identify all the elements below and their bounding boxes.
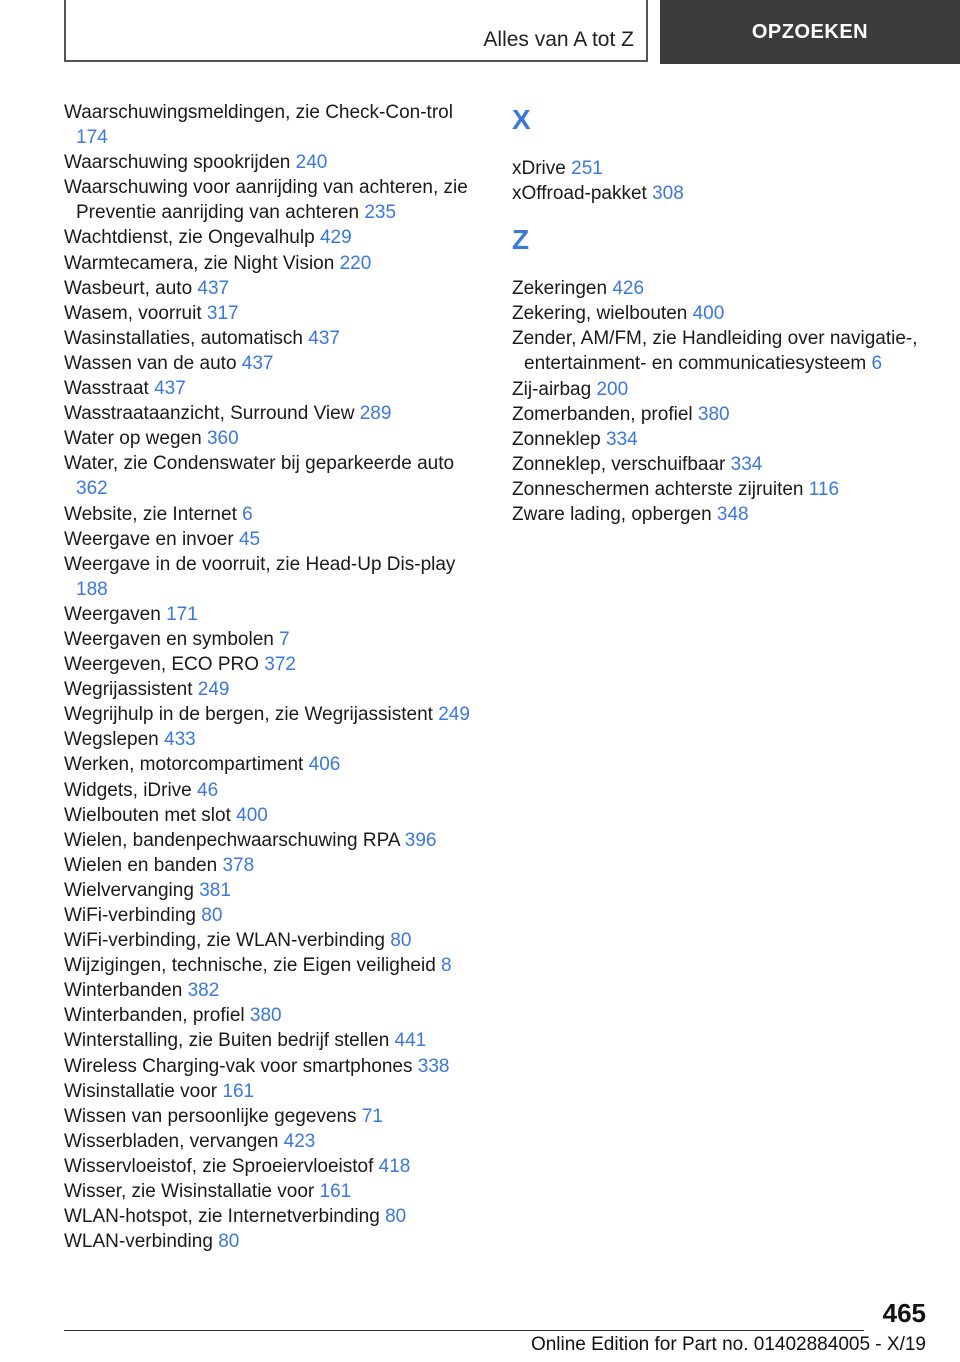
page-reference-link[interactable]: 362 bbox=[76, 478, 108, 500]
entry-text: Waarschuwingsmeldingen, zie Check-Con-trol bbox=[64, 102, 453, 123]
page-reference-link[interactable]: 334 bbox=[730, 453, 763, 475]
page-reference-link[interactable]: 433 bbox=[164, 729, 196, 751]
index-entry bbox=[64, 602, 484, 627]
index-entry bbox=[512, 276, 932, 301]
page-reference-link[interactable]: 249 bbox=[438, 704, 470, 726]
page-reference-link[interactable]: 171 bbox=[166, 603, 198, 625]
page-number: 465 bbox=[882, 1298, 926, 1328]
index-entry bbox=[64, 251, 484, 276]
entry-text: Wegrijassistent bbox=[64, 679, 193, 701]
page-reference-link[interactable]: 45 bbox=[238, 528, 261, 550]
index-entry bbox=[64, 903, 484, 928]
entry-text: Wijzigingen, technische, zie Eigen veiligheid bbox=[64, 955, 436, 977]
edition-footer: Online Edition for Part no. 01402884005 - X/19 bbox=[530, 1334, 926, 1355]
section-letter-z: Z bbox=[512, 224, 530, 256]
opzoeken-tab[interactable] bbox=[660, 0, 960, 64]
page-reference-link[interactable]: 308 bbox=[652, 183, 684, 205]
page-reference-link[interactable]: 334 bbox=[606, 428, 638, 450]
index-entry bbox=[64, 1003, 484, 1028]
entry-text: Wisser, zie Wisinstallatie voor bbox=[64, 1181, 315, 1203]
index-entry bbox=[512, 156, 932, 181]
entry-text: Website, zie Internet bbox=[64, 503, 237, 525]
index-entry bbox=[64, 552, 484, 602]
entry-text: Weergave in de voorruit, zie Head-Up Dis-play bbox=[64, 553, 456, 575]
index-column-right bbox=[512, 100, 932, 527]
index-entry bbox=[64, 677, 484, 702]
index-entry bbox=[64, 527, 484, 552]
entry-text: Wisservloeistof, zie Sproeiervloeistof bbox=[64, 1155, 374, 1177]
section-title: Alles van A tot Z bbox=[483, 28, 634, 51]
page-reference-link[interactable]: 418 bbox=[378, 1155, 411, 1177]
index-entry bbox=[64, 828, 484, 853]
index-entry bbox=[64, 225, 484, 250]
page-reference-link[interactable]: 289 bbox=[359, 403, 392, 425]
entry-text: Zij-airbag bbox=[512, 378, 592, 400]
page-reference-link[interactable]: 381 bbox=[199, 879, 231, 901]
entry-text: Widgets, iDrive bbox=[64, 779, 192, 801]
entry-text: Wielbouten met slot bbox=[64, 804, 231, 826]
page-reference-link[interactable]: 396 bbox=[404, 829, 437, 851]
page-reference-link[interactable]: 116 bbox=[808, 478, 840, 500]
page-reference-link[interactable]: 80 bbox=[385, 1206, 407, 1228]
entry-text: Waarschuwing spookrijden bbox=[64, 152, 291, 174]
entry-text: Zender, AM/FM, zie Handleiding over navigatie-, entertainment- en communicatiesysteem bbox=[512, 328, 918, 375]
index-entry bbox=[64, 1129, 484, 1154]
index-entry bbox=[64, 502, 484, 527]
index-entry bbox=[512, 452, 932, 477]
entry-text: Wielen en banden bbox=[64, 854, 218, 876]
page-reference-link[interactable]: 338 bbox=[417, 1055, 450, 1077]
index-entry bbox=[64, 1204, 484, 1229]
page-reference-link[interactable]: 380 bbox=[249, 1005, 282, 1027]
entry-text: Weergaven bbox=[64, 603, 161, 625]
page-reference-link[interactable]: 429 bbox=[319, 227, 352, 249]
entry-text: Wasinstallaties, automatisch bbox=[64, 327, 304, 349]
index-entry bbox=[64, 1028, 484, 1053]
entry-text: Wegslepen bbox=[64, 729, 159, 751]
index-entry bbox=[64, 803, 484, 828]
entry-text: Weergeven, ECO PRO bbox=[64, 654, 260, 676]
entry-text: Zekering, wielbouten bbox=[512, 303, 688, 325]
entry-text: Wasstraat bbox=[64, 378, 149, 400]
index-entry bbox=[64, 1179, 484, 1204]
z-entries bbox=[512, 276, 932, 527]
index-entry bbox=[64, 878, 484, 903]
page-reference-link[interactable]: 240 bbox=[295, 152, 328, 174]
page-reference-link[interactable]: 6 bbox=[242, 503, 253, 525]
index-entry bbox=[64, 727, 484, 752]
index-entry bbox=[64, 175, 484, 225]
entry-text: WLAN-verbinding bbox=[64, 1231, 213, 1253]
index-entry bbox=[64, 326, 484, 351]
page-reference-link[interactable]: 7 bbox=[279, 628, 290, 650]
index-entry bbox=[512, 477, 932, 502]
entry-text: Wisinstallatie voor bbox=[64, 1080, 218, 1102]
index-entry bbox=[64, 778, 484, 803]
page-reference-link[interactable]: 8 bbox=[441, 955, 452, 977]
x-entries bbox=[512, 156, 932, 206]
index-entry bbox=[512, 377, 932, 402]
entry-text: Wisserbladen, vervangen bbox=[64, 1130, 279, 1152]
entry-text: Wasstraataanzicht, Surround View bbox=[64, 403, 355, 425]
index-entry bbox=[64, 100, 484, 150]
page-reference-link[interactable]: 437 bbox=[308, 327, 340, 349]
index-entry bbox=[64, 1054, 484, 1079]
entry-text: WiFi-verbinding bbox=[64, 905, 196, 926]
entry-text: Wassen van de auto bbox=[64, 352, 237, 374]
index-entry bbox=[64, 426, 484, 451]
index-entry bbox=[64, 276, 484, 301]
index-entry bbox=[64, 1229, 484, 1254]
page-reference-link[interactable]: 251 bbox=[571, 158, 603, 179]
entry-text: Wasbeurt, auto bbox=[64, 277, 193, 299]
index-column-left bbox=[64, 100, 484, 1254]
entry-text: Weergave en invoer bbox=[64, 528, 234, 550]
entry-text: Wireless Charging-vak voor smartphones bbox=[64, 1055, 413, 1077]
index-entry bbox=[64, 652, 484, 677]
page-reference-link[interactable]: 400 bbox=[236, 804, 268, 826]
index-entry bbox=[64, 301, 484, 326]
entry-text: Zomerbanden, profiel bbox=[512, 403, 693, 425]
entry-text: xOffroad-pakket bbox=[512, 183, 647, 205]
page-reference-link[interactable]: 220 bbox=[339, 252, 372, 274]
page-reference-link[interactable]: 235 bbox=[364, 202, 397, 224]
page-reference-link[interactable]: 382 bbox=[187, 980, 220, 1002]
tab-label: OPZOEKEN bbox=[751, 20, 869, 43]
page-reference-link[interactable]: 360 bbox=[206, 428, 239, 450]
entry-text: Wachtdienst, zie Ongevalhulp bbox=[64, 227, 315, 249]
page-reference-link[interactable]: 46 bbox=[197, 779, 219, 801]
index-entry bbox=[64, 150, 484, 175]
footer-divider bbox=[64, 1330, 864, 1331]
entry-text: Wegrijhulp in de bergen, zie Wegrijassistent bbox=[64, 704, 433, 726]
page-reference-link[interactable]: 80 bbox=[390, 930, 412, 952]
index-entry bbox=[512, 427, 932, 452]
page-reference-link[interactable]: 174 bbox=[76, 127, 108, 149]
page-reference-link[interactable]: 400 bbox=[692, 303, 725, 325]
index-entry bbox=[64, 376, 484, 401]
index-entry bbox=[64, 451, 484, 501]
index-entry bbox=[64, 401, 484, 426]
entry-text: Wasem, voorruit bbox=[64, 302, 202, 324]
page-reference-link[interactable]: 80 bbox=[218, 1231, 240, 1253]
entry-text: Wielvervanging bbox=[64, 879, 194, 901]
page-reference-link[interactable]: 423 bbox=[283, 1130, 316, 1152]
page-reference-link[interactable]: 437 bbox=[154, 378, 186, 400]
index-entry bbox=[64, 1079, 484, 1104]
page-reference-link[interactable]: 441 bbox=[394, 1030, 427, 1052]
entry-text: Wissen van persoonlijke gegevens bbox=[64, 1105, 357, 1127]
page-reference-link[interactable]: 348 bbox=[716, 504, 749, 526]
entry-text: Zonneschermen achterste zijruiten bbox=[512, 478, 804, 500]
page-reference-link[interactable]: 249 bbox=[197, 679, 230, 701]
entry-text: xDrive bbox=[512, 158, 566, 179]
entry-text: Waarschuwing voor aanrijding van achteren, zie Preventie aanrijding van achteren bbox=[64, 177, 468, 224]
page-reference-link[interactable]: 372 bbox=[264, 654, 296, 676]
index-entry bbox=[512, 326, 932, 376]
entry-text: Winterbanden bbox=[64, 980, 183, 1002]
page-reference-link[interactable]: 437 bbox=[197, 277, 230, 299]
page-reference-link[interactable]: 6 bbox=[871, 353, 883, 375]
index-entry bbox=[64, 953, 484, 978]
index-entry bbox=[64, 1154, 484, 1179]
section-header bbox=[64, 0, 648, 62]
index-entry bbox=[512, 502, 932, 527]
page-reference-link[interactable]: 80 bbox=[201, 905, 223, 926]
entry-text: Werken, motorcompartiment bbox=[64, 754, 304, 776]
page-reference-link[interactable]: 426 bbox=[612, 278, 645, 300]
page-reference-link[interactable]: 406 bbox=[308, 754, 341, 776]
index-entry bbox=[512, 301, 932, 326]
index-entry bbox=[64, 853, 484, 878]
entry-text: Warmtecamera, zie Night Vision bbox=[64, 252, 335, 274]
page-reference-link[interactable]: 161 bbox=[319, 1181, 352, 1203]
page-reference-link[interactable]: 317 bbox=[206, 302, 239, 324]
section-letter-x: X bbox=[512, 104, 531, 135]
entry-text: Zware lading, opbergen bbox=[512, 504, 712, 526]
entry-text: Winterstalling, zie Buiten bedrijf stellen bbox=[64, 1030, 390, 1052]
entry-text: WLAN-hotspot, zie Internetverbinding bbox=[64, 1206, 380, 1228]
entry-text: Water op wegen bbox=[64, 428, 202, 450]
index-entry bbox=[64, 627, 484, 652]
page-reference-link[interactable]: 380 bbox=[697, 403, 730, 425]
page-reference-link[interactable]: 200 bbox=[596, 378, 629, 400]
page-reference-link[interactable]: 378 bbox=[222, 854, 255, 876]
entry-text: Zekeringen bbox=[512, 278, 608, 300]
entry-text: Wielen, bandenpechwaarschuwing RPA bbox=[64, 829, 400, 851]
index-entry bbox=[512, 181, 932, 206]
page-reference-link[interactable]: 161 bbox=[222, 1080, 255, 1102]
entry-text: Zonneklep, verschuifbaar bbox=[512, 453, 726, 475]
page-reference-link[interactable]: 437 bbox=[241, 352, 274, 374]
entry-text: Winterbanden, profiel bbox=[64, 1005, 245, 1027]
page-reference-link[interactable]: 71 bbox=[361, 1105, 383, 1127]
index-entry bbox=[64, 752, 484, 777]
entry-text: WiFi-verbinding, zie WLAN-verbinding bbox=[64, 930, 385, 952]
index-entry bbox=[64, 351, 484, 376]
index-entry bbox=[64, 1104, 484, 1129]
page-reference-link[interactable]: 188 bbox=[76, 578, 108, 600]
entry-text: Zonneklep bbox=[512, 428, 601, 450]
index-entry bbox=[64, 928, 484, 953]
entry-text: Water, zie Condenswater bij geparkeerde auto bbox=[64, 453, 455, 475]
index-entry bbox=[64, 978, 484, 1003]
index-entry bbox=[512, 402, 932, 427]
index-entry bbox=[64, 702, 484, 727]
entry-text: Weergaven en symbolen bbox=[64, 628, 274, 650]
